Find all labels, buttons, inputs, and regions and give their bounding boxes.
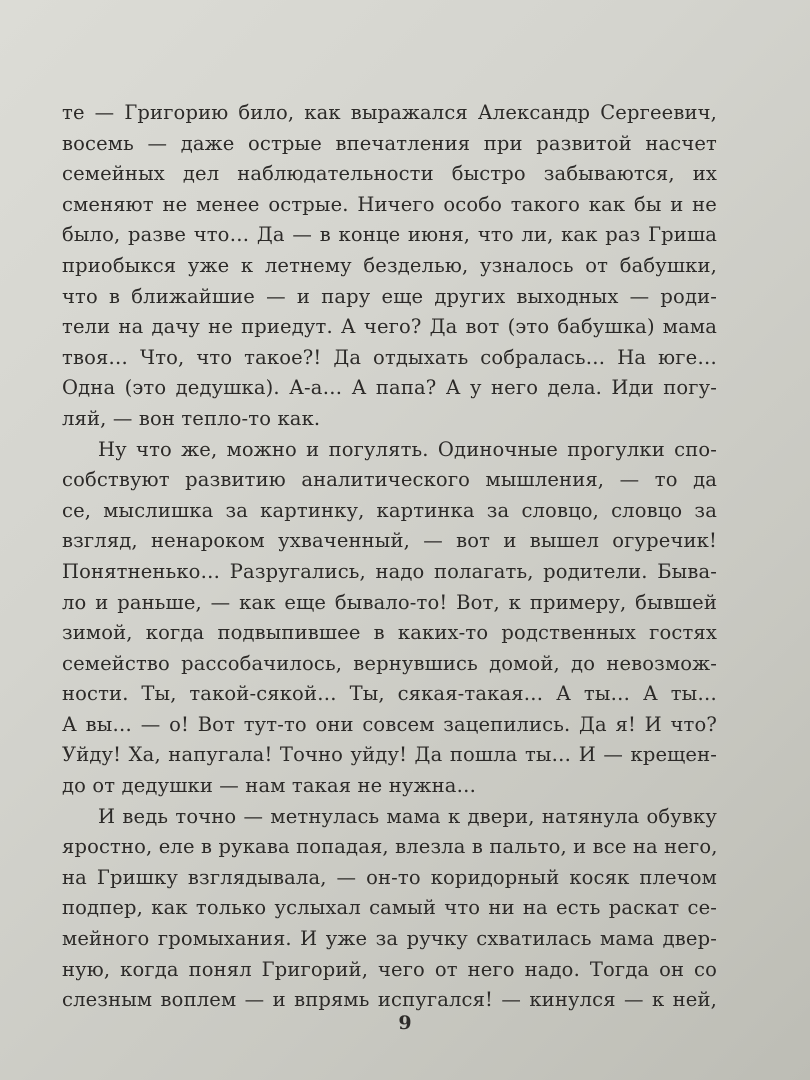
text-line: сменяют не менее острые. Ничего особо такого как бы и не — [62, 192, 717, 216]
text-line: мейного громыхания. И уже за ручку схватилась мама двер- — [62, 927, 717, 951]
text-line: Уйду! Ха, напугала! Точно уйду! Да пошла ты… И — крещен- — [62, 743, 717, 767]
text-line: твоя… Что, что такое?! Да отдыхать собралась… На юге… — [62, 345, 717, 369]
text-line: приобыкся уже к летнему безделью, узналось от бабушки, — [62, 253, 717, 277]
paragraph — [62, 98, 717, 435]
text-line: зимой, когда подвыпившее в каких-то родственных гостях — [62, 621, 717, 645]
text-line: И ведь точно — метнулась мама к двери, натянула обувку — [98, 804, 717, 828]
text-line: ную, когда понял Григорий, чего от него надо. Тогда он со — [62, 957, 717, 981]
text-line: на Гришку взглядывала, — он-то коридорный косяк плечом — [62, 865, 717, 889]
text-line: те — Григорию било, как выражался Александр Сергеевич, — [62, 101, 717, 124]
text-line: Одна (это дедушка). А-а… А папа? А у него дела. Иди погу- — [62, 376, 717, 400]
body-text — [62, 98, 717, 1016]
text-line: се, мыслишка за картинку, картинка за словцо, словцо за — [62, 498, 717, 522]
text-line: яростно, еле в рукава попадая, влезла в пальто, и все на него, — [62, 835, 718, 859]
paragraph — [62, 802, 717, 1016]
text-line: семейство рассобачилось, вернувшись домой, до невозмож- — [62, 651, 717, 675]
text-line: до от дедушки — нам такая не нужна… — [62, 774, 477, 798]
text-line: А вы… — о! Вот тут-то они совсем зацепились. Да я! И что? — [62, 712, 717, 736]
text-line: ло и раньше, — как еще бывало-то! Вот, к примеру, бывшей — [62, 590, 717, 614]
text-line: Понятненько… Разругались, надо полагать, родители. Быва- — [62, 559, 717, 583]
text-line: слезным воплем — и впрямь испугался! — кинулся — к ней, — [62, 988, 717, 1012]
text-line: Ну что же, можно и погулять. Одиночные прогулки спо- — [98, 437, 717, 461]
text-line: восемь — даже острые впечатления при развитой насчет — [62, 131, 717, 155]
text-line: подпер, как только услыхал самый что ни на есть раскат се- — [62, 896, 717, 920]
text-line: тели на дачу не приедут. А чего? Да вот (это бабушка) мама — [62, 315, 717, 339]
text-line: что в ближайшие — и пару еще других выходных — роди- — [62, 284, 717, 308]
text-line: семейных дел наблюдательности быстро забываются, их — [62, 162, 717, 186]
text-line: ляй, — вон тепло-то как. — [62, 406, 321, 430]
page-number: 9 — [398, 1012, 412, 1034]
text-line: взгляд, ненароком ухваченный, — вот и вышел огуречик! — [62, 529, 717, 553]
paragraph — [62, 435, 717, 802]
text-line: ности. Ты, такой-сякой… Ты, сякая-такая… А ты… А ты… — [62, 682, 717, 706]
text-line: собствуют развитию аналитического мышления, — то да — [62, 468, 717, 492]
text-line: было, разве что… Да — в конце июня, что ли, как раз Гриша — [62, 223, 717, 247]
